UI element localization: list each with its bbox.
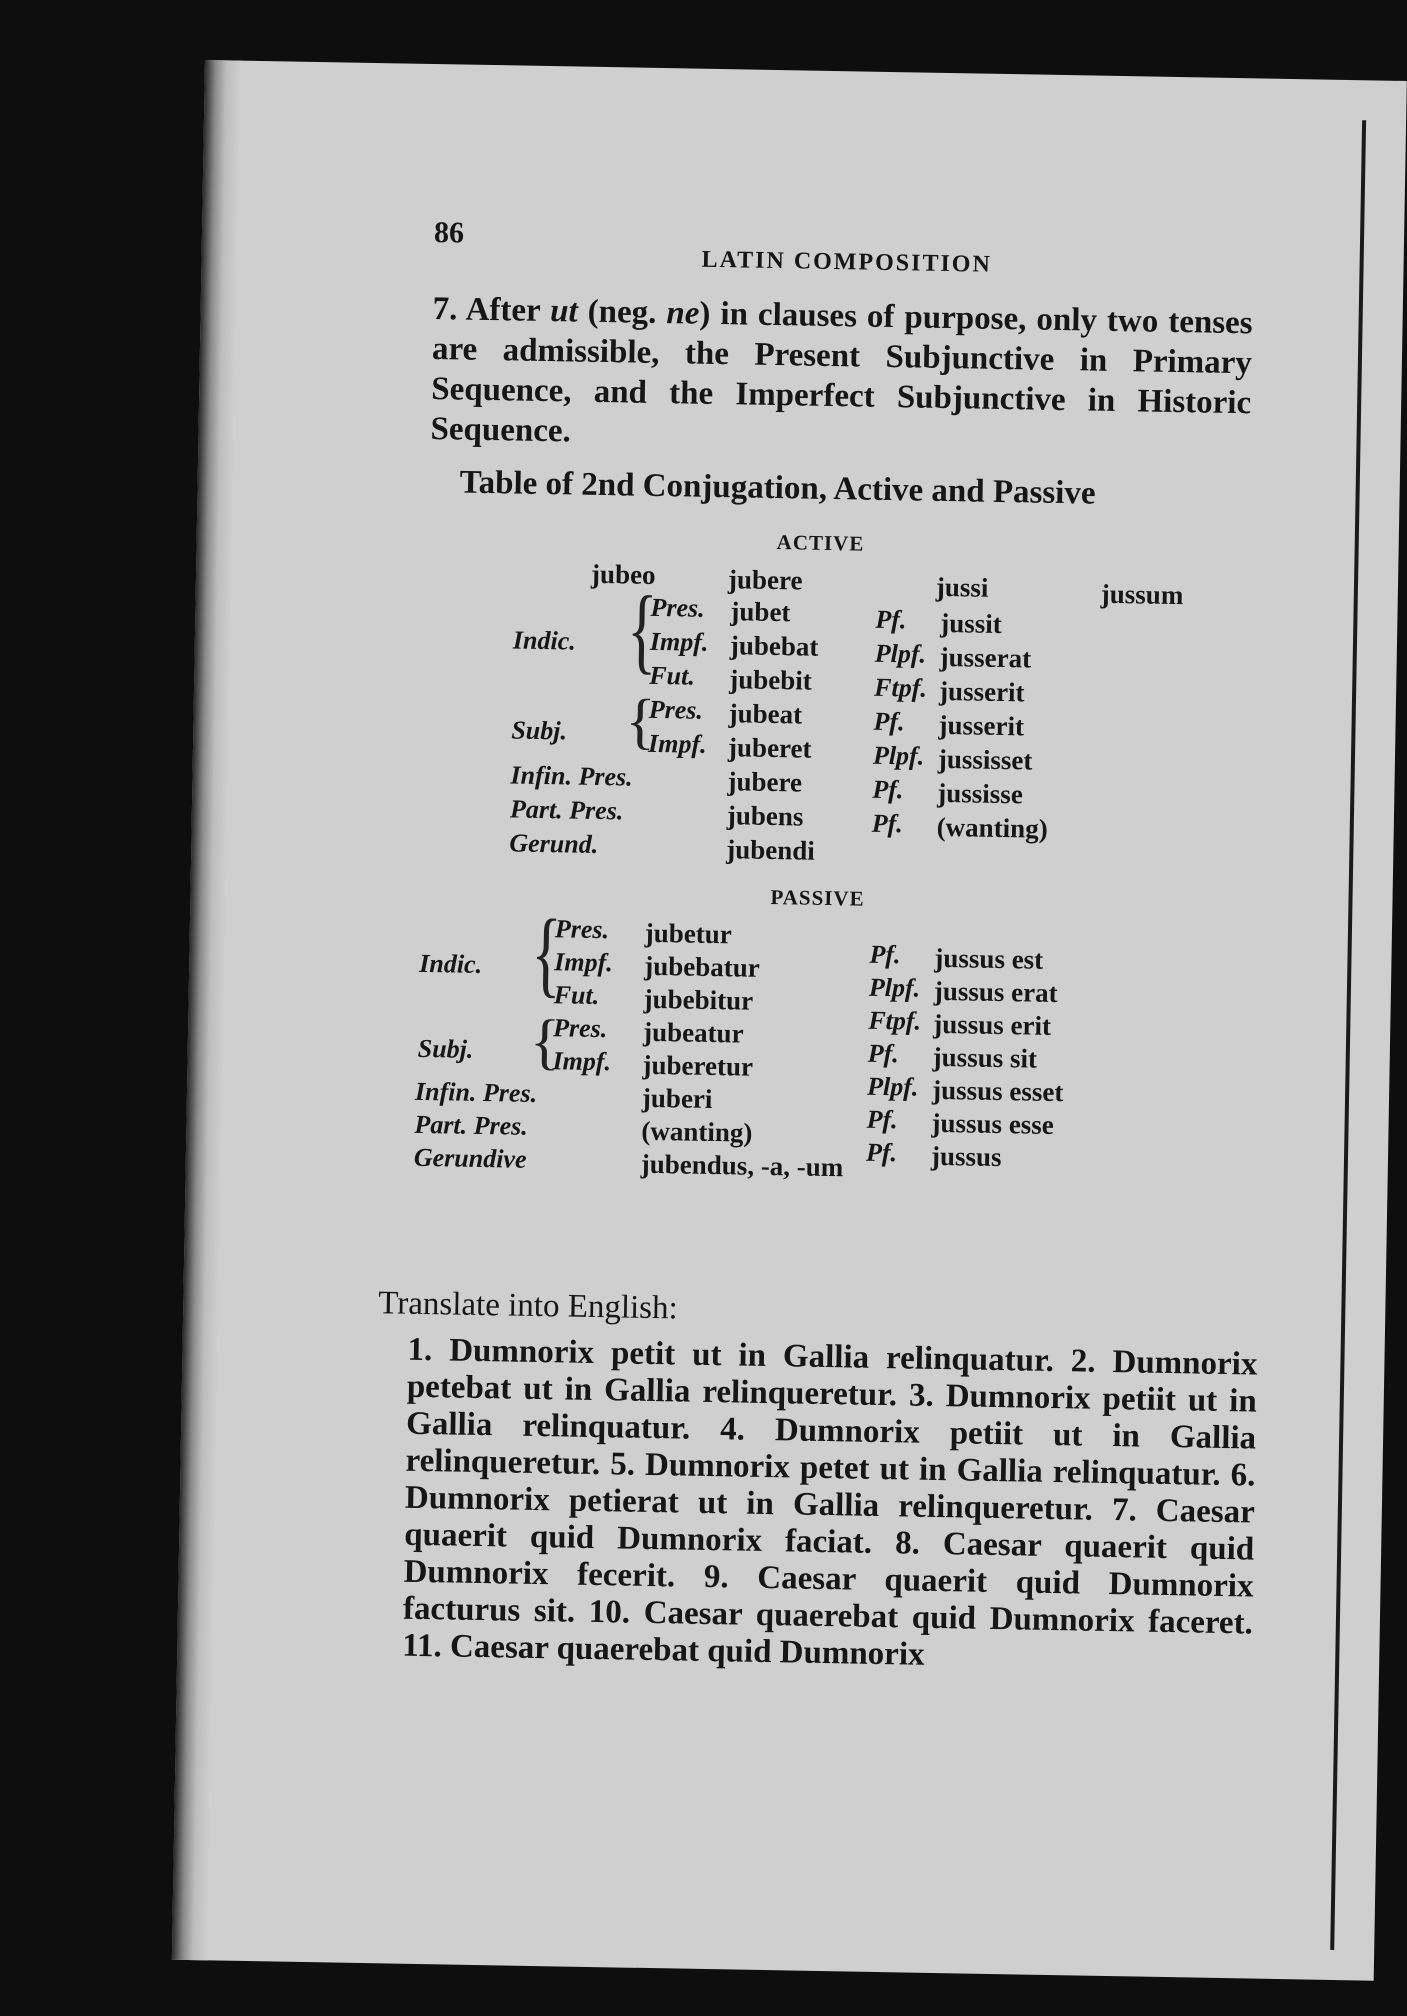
active-other-label: Part. Pres. — [509, 794, 624, 826]
active-subj-label: Subj. — [511, 715, 568, 746]
active-perfect-form: jusserit — [938, 675, 1025, 708]
active-other-label: Gerund. — [509, 828, 599, 859]
passive-perfect-form: jussus erit — [933, 1008, 1052, 1041]
active-perfect-tense: Ftpf. — [873, 672, 928, 703]
active-tense-label: Fut. — [649, 660, 696, 691]
active-perfect-form: jussisse — [937, 777, 1024, 810]
active-perfect-tense: Plpf. — [872, 740, 925, 771]
passive-tense-label: Pres. — [552, 1013, 608, 1044]
passive-perfect-tense: Plpf. — [868, 972, 921, 1003]
passive-tense-label: Impf. — [554, 947, 614, 978]
passive-perfect-form: jussus est — [934, 942, 1044, 975]
active-form: jubendi — [726, 834, 816, 866]
active-form: jubeat — [728, 698, 803, 730]
principal-part-4: jussum — [1100, 578, 1184, 611]
passive-perfect-form: jussus sit — [932, 1041, 1038, 1074]
active-other-label: Infin. Pres. — [510, 760, 633, 792]
page-edge-line — [1330, 120, 1366, 1950]
running-head: LATIN COMPOSITION — [701, 246, 993, 278]
active-perfect-tense: Plpf. — [874, 638, 927, 669]
active-perfect-form: jusserit — [938, 709, 1025, 742]
passive-perfect-form: jussus esse — [931, 1107, 1055, 1140]
exercise-heading: Translate into English: — [378, 1285, 679, 1327]
passive-perfect-tense: Pf. — [867, 1038, 900, 1069]
passive-perfect-tense: Pf. — [866, 1104, 898, 1135]
active-perfect-tense: Pf. — [873, 706, 905, 737]
passive-perfect-tense: Plpf. — [866, 1071, 919, 1102]
passive-perfect-tense: Pf. — [869, 939, 901, 970]
active-tense-label: Pres. — [648, 694, 704, 725]
active-form: jubere — [727, 766, 803, 798]
active-tense-label: Impf. — [649, 626, 709, 657]
table-title: Table of 2nd Conjugation, Active and Passive — [459, 464, 1096, 512]
book-page — [172, 60, 1407, 1981]
passive-form: jubendus, -a, -um — [640, 1148, 844, 1183]
principal-part-1: jubeo — [590, 558, 656, 590]
passive-perfect-form: jussus erat — [933, 975, 1058, 1009]
active-form: jubet — [730, 596, 791, 628]
rule-paragraph: 7. After ut (neg. ne) in clauses of purpose, only two tenses are admissible, the Present Subjunctive in Primary Sequence, and the Imperfect Subjunctive in Historic Sequence. — [430, 291, 1253, 450]
passive-subj-label: Subj. — [417, 1033, 474, 1064]
passive-heading: PASSIVE — [770, 884, 865, 911]
passive-form: jubebatur — [643, 950, 761, 983]
passive-other-label: Gerundive — [413, 1142, 527, 1174]
principal-part-3: jussi — [935, 571, 989, 603]
active-perfect-tense: Pf. — [872, 774, 904, 805]
active-perfect-form: jusserat — [939, 641, 1032, 674]
principal-part-2: jubere — [727, 564, 803, 596]
page-binding-shadow — [172, 60, 241, 1960]
active-perfect-tense: Pf. — [875, 604, 907, 635]
active-indic-label: Indic. — [512, 625, 577, 656]
passive-subj-brace: { — [529, 1007, 561, 1077]
passive-indic-label: Indic. — [419, 948, 483, 979]
active-form: jubebat — [729, 630, 819, 662]
active-tense-label: Impf. — [647, 728, 707, 759]
passive-perfect-form: jussus esset — [931, 1074, 1064, 1108]
passive-perfect-tense: Pf. — [865, 1137, 898, 1168]
active-perfect-form: jussisset — [937, 743, 1033, 776]
active-subj-brace: { — [624, 687, 656, 756]
active-indic-brace: { — [626, 577, 658, 684]
active-perfect-form: (wanting) — [936, 811, 1048, 844]
rule-term-ut: ut — [549, 293, 578, 330]
active-form: jubebit — [729, 664, 813, 696]
passive-form: juberi — [641, 1082, 713, 1115]
passive-form: jubebitur — [643, 983, 754, 1016]
active-perfect-form: jussit — [940, 607, 1003, 639]
passive-indic-brace: { — [530, 901, 563, 1008]
active-perfect-tense: Pf. — [871, 808, 904, 839]
active-heading: ACTIVE — [776, 530, 865, 556]
passive-form: juberetur — [642, 1049, 754, 1082]
passive-other-label: Infin. Pres. — [414, 1076, 538, 1108]
passive-tense-label: Impf. — [552, 1046, 612, 1077]
passive-other-label: Part. Pres. — [414, 1109, 529, 1141]
rule-number: 7. — [432, 291, 458, 328]
passive-perfect-tense: Ftpf. — [868, 1005, 922, 1036]
active-form: juberet — [727, 732, 812, 764]
passive-perfect-form: jussus — [930, 1140, 1002, 1173]
rule-term-ne: ne — [666, 295, 700, 332]
exercise-text: 1. Dumnorix petit ut in Gallia relinquatur. 2. Dumnorix petebat ut in Gallia relinqueretur. 3. Dumnorix petiit ut in Gallia relinquatur. 4. Dumnorix petiit ut in Gallia relinqueretur. 5. Dumnorix petet ut in Gallia relinquatur. 6. Dumnorix petierat ut in Gallia relinqueretur. 7. Caesar quaerit quid Dumnorix faciat. 8. Caesar quaerit quid Dumnorix fecerit. 9. Caesar quaerit quid Dumnorix facturus sit. 10. Caesar quaerebat quid Dumnorix faceret. 11. Caesar quaerebat quid Dumnorix — [402, 1331, 1258, 1673]
passive-tense-label: Pres. — [554, 914, 610, 945]
active-tense-label: Pres. — [650, 592, 705, 623]
active-form: jubens — [726, 800, 804, 832]
passive-form: jubetur — [644, 917, 733, 950]
page-number: 86 — [433, 216, 465, 250]
passive-tense-label: Fut. — [553, 980, 600, 1011]
passive-form: jubeatur — [642, 1016, 744, 1049]
passive-form: (wanting) — [641, 1115, 753, 1148]
